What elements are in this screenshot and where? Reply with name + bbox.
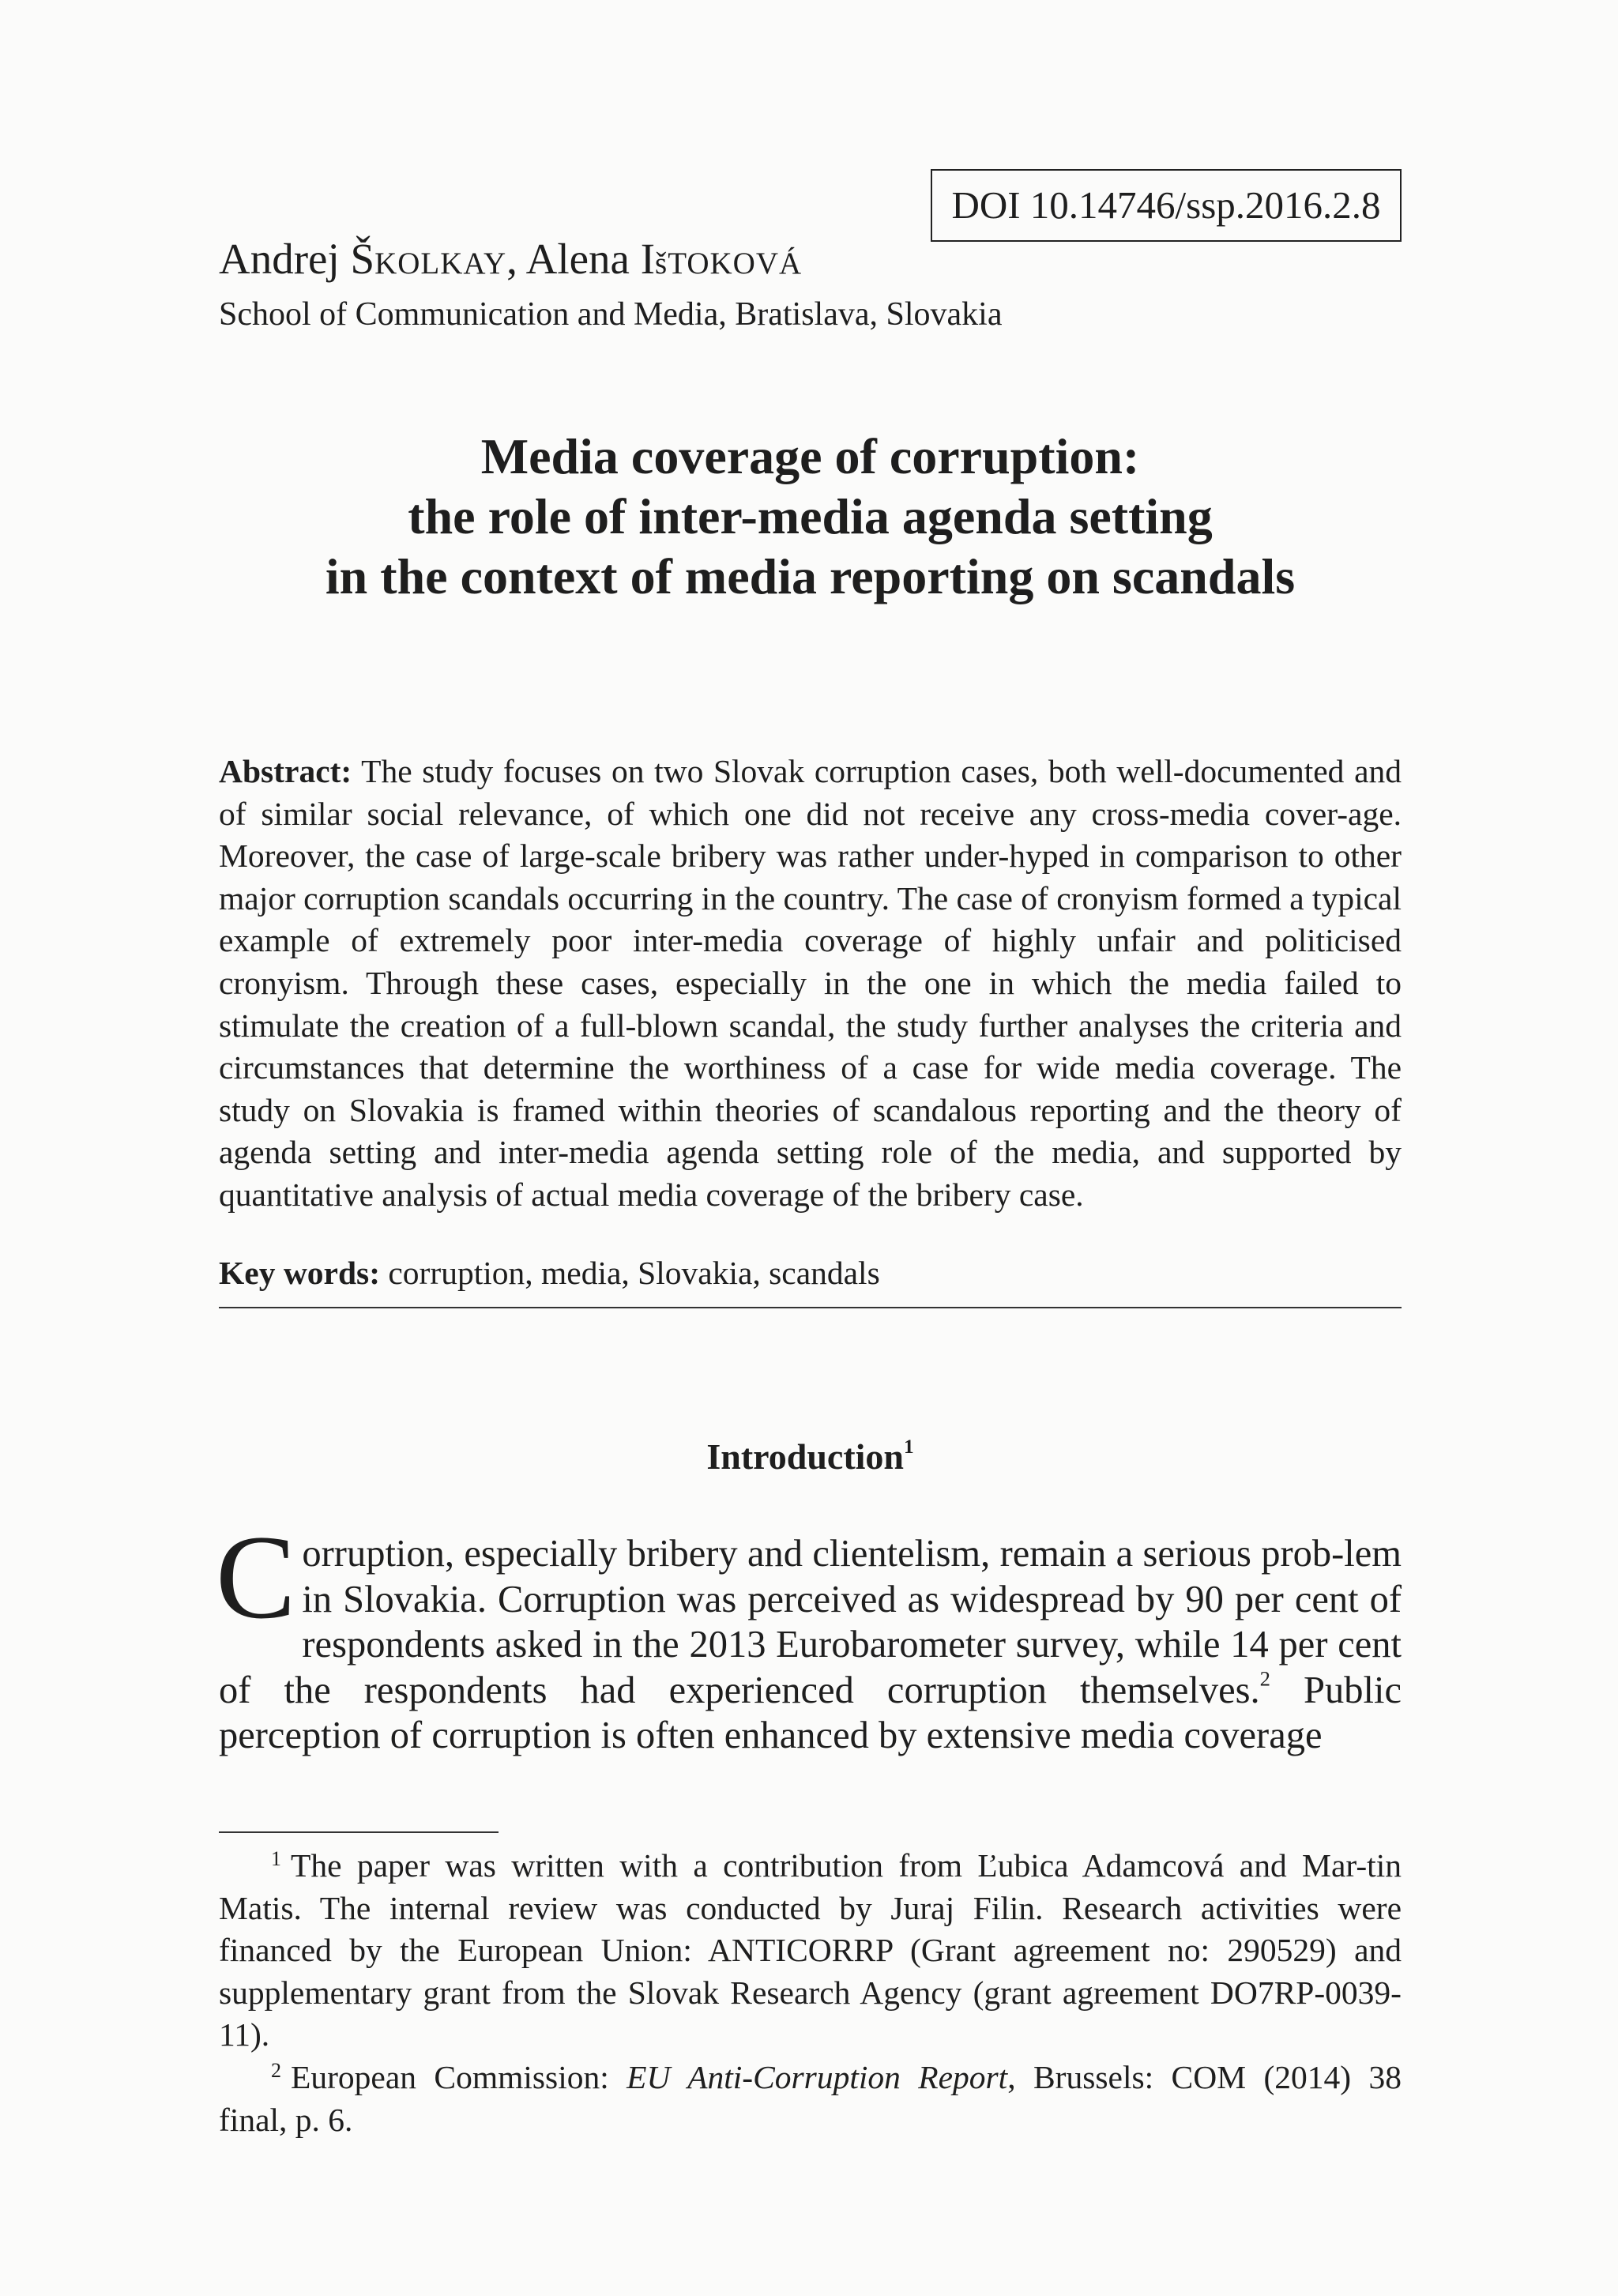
- author-1: Andrej ŠKOLKAY: [219, 235, 507, 283]
- paper-title: [219, 427, 1402, 607]
- abstract-label: Abstract:: [219, 753, 352, 789]
- keywords-label: Key words:: [219, 1255, 381, 1291]
- footnote-1: $^1$ The paper was written with a contribution from Ľubica Adamcová and Mar-tin Matis. The internal review was conducted by Juraj Filin. Research activities were financed by the European Union: ANTICORRP (Grant agreement no: 290529) and supplementary grant from the Slovak Research Agency (grant agreement DO7RP-0039-11).: [219, 1847, 1402, 2053]
- doi-box: DOI 10.14746/ssp.2016.2.8: [931, 169, 1402, 242]
- drop-cap: C: [216, 1511, 296, 1643]
- title-line-3: in the context of media reporting on scandals: [325, 548, 1296, 604]
- introduction-heading: Introduction$^1$: [706, 1435, 914, 1477]
- abstract: [219, 751, 1402, 1217]
- keywords-text: corruption, media, Slovakia, scandals: [380, 1255, 880, 1291]
- section-divider: [219, 1307, 1402, 1308]
- title-line-2: the role of inter-media agenda setting: [408, 488, 1213, 544]
- abstract-text: The study focuses on two Slovak corruption cases, both well-documented and of similar social relevance, of which one did not receive any cross-media cover-age. Moreover, the case of large-scale bribery was rather under-hyped in comparison to other major corruption scandals occurring in the country. The case of cronyism formed a typical example of extremely poor inter-media coverage of highly unfair and politicised cronyism. Through these cases, especially in the one in which the media failed to stimulate the creation of a full-blown scandal, the study further analyses the criteria and circumstances that determine the worthiness of a case for wide media coverage. The study on Slovakia is framed within theories of scandalous reporting and the theory of agenda setting and inter-media agenda setting role of the media, and supported by quantitative analysis of actual media coverage of the bribery case.: [219, 753, 1402, 1213]
- footnote-divider: [219, 1831, 499, 1833]
- introduction-paragraph: Corruption, especially bribery and clientelism, remain a serious prob-lem in Slovakia. Corruption was perceived as widespread by 90 per cent of respondents asked in the 2013 Eurobarometer survey, while 14 per cent of the respondents had experienced corruption themselves.$^2$ Public perception of corruption is often enhanced by extensive media coverage: [216, 1511, 1402, 1756]
- author-line: Andrej ŠKOLKAY, Alena IšTOKOVÁ: [219, 235, 803, 283]
- title-line-1: Media coverage of corruption:: [480, 428, 1140, 484]
- author-2: Alena IšTOKOVÁ: [525, 235, 803, 283]
- footnote-ref-2[interactable]: 2: [1259, 1666, 1270, 1691]
- footnotes: [219, 1845, 1402, 2141]
- footnote-ref-1[interactable]: 1: [904, 1435, 914, 1458]
- footnote-2: $^2$ European Commission: EU Anti-Corruption Report, Brussels: COM (2014) 38 final, p. 6.: [219, 2058, 1402, 2138]
- affiliation: School of Communication and Media, Bratislava, Slovakia: [219, 296, 1003, 333]
- keywords: [219, 1251, 880, 1295]
